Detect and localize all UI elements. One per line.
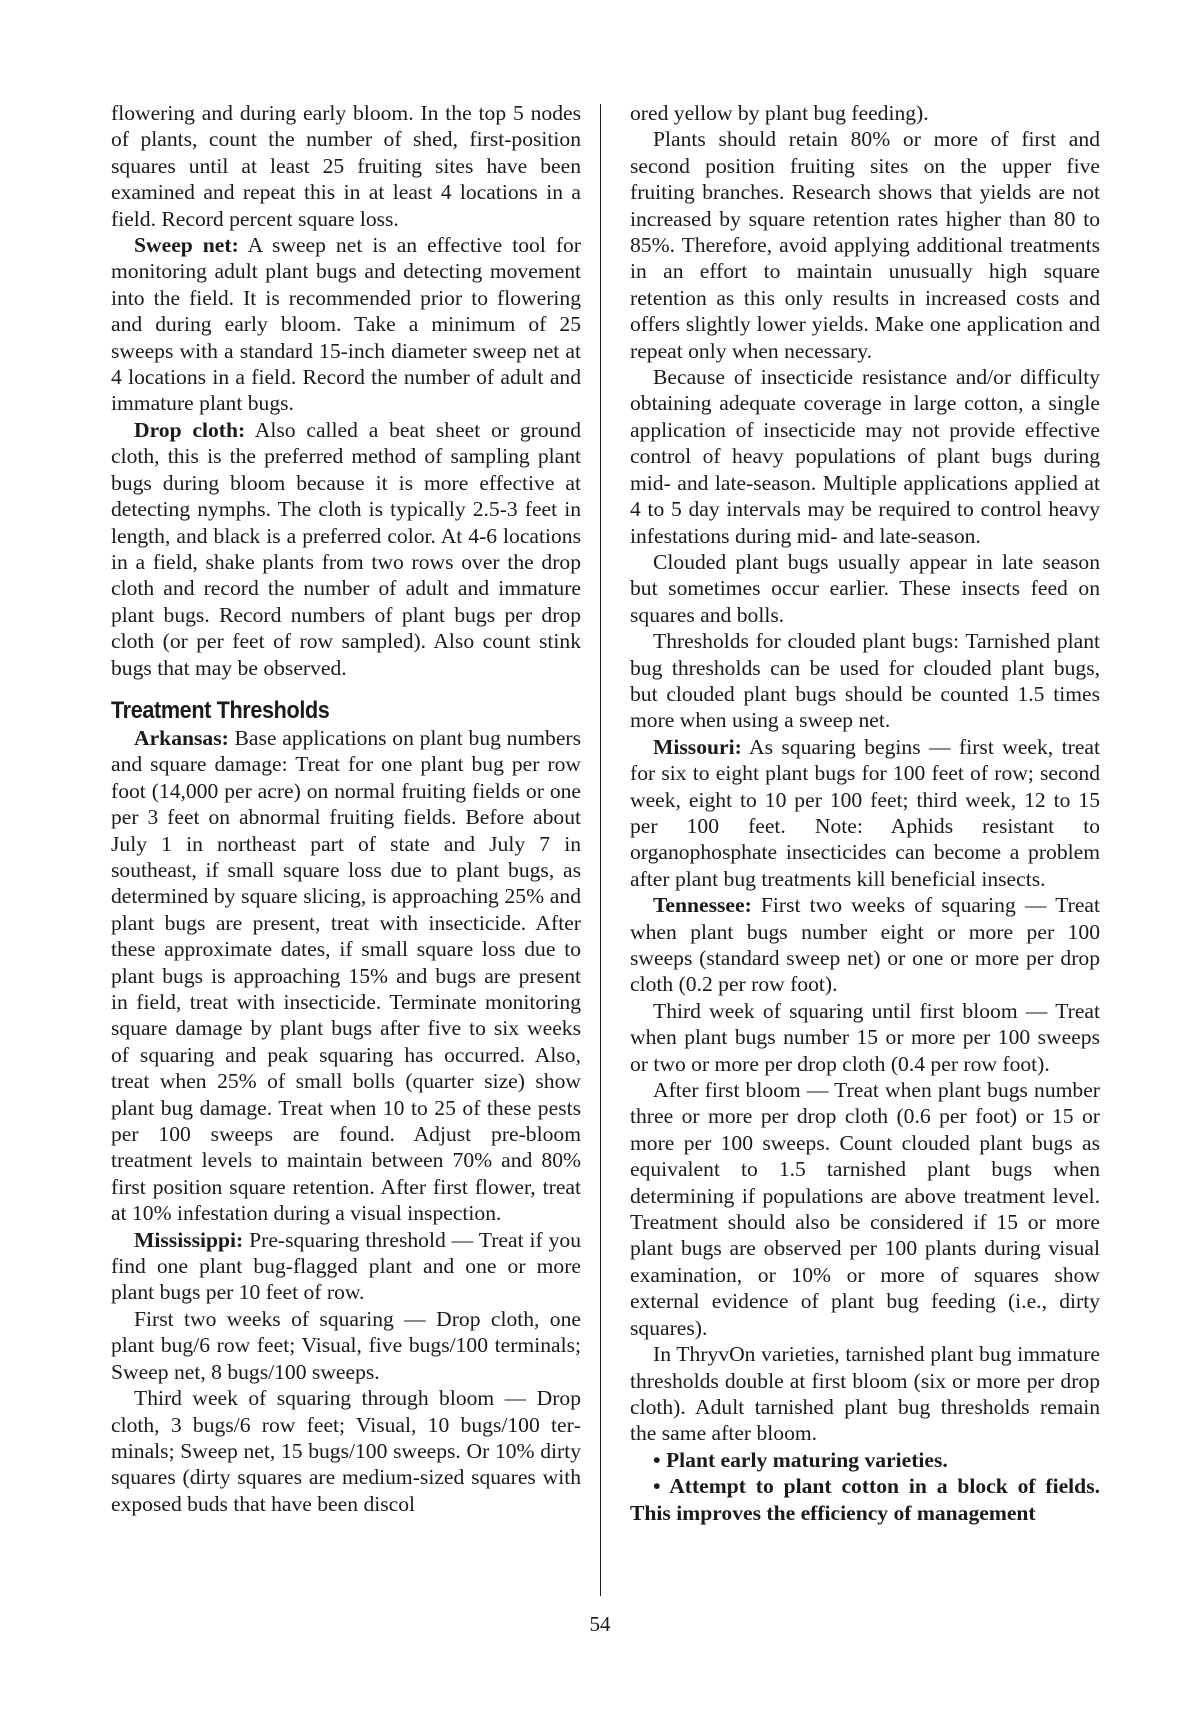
bullet-early-varieties: • Plant early maturing varieties. xyxy=(653,1447,948,1472)
term-missouri: Missouri: xyxy=(653,734,742,759)
column-divider xyxy=(600,104,601,1596)
term-sweep-net: Sweep net: xyxy=(134,233,239,258)
left-column xyxy=(111,100,581,1517)
arkansas-text: Base applications on plant bug numbers and square damage: Treat for one plant bug per row foot (14,000 per acre) on normal fruiting fields or one per 3 feet on abnormal fruiting fields. Before about July 1 in northeast part of state and July 7 in southeast, if small square loss due to plant bugs, as determined by square slicing, is approaching 25% and plant bugs are present, treat with insecticide. After these approximate dates, if small square loss due to plant bugs is approaching 15% and bugs are present in field, treat with insecticide. Terminate monitoring square damage by plant bugs after five to six weeks of squaring and peak squaring has occurred. Also, treat when 25% of small bolls (quarter size) show plant bug damage. Treat when 10 to 25 of these pests per 100 sweeps are found. Adjust pre-bloom treatment levels to maintain between 70% and 80% first position square retention. After first flower, treat at 10% infestation during a visual inspection. xyxy=(111,725,581,1226)
paragraph-missouri xyxy=(630,734,1100,892)
paragraph-resistance: Because of insecticide resistance and/or difficulty obtaining adequate coverage in large cotton, a single application of insecticide may not provide effective control of heavy populations of plant bugs during mid- and late-season. Multiple applications applied at 4 to 5 day intervals may be required to control heavy infestations during mid- and late-season. xyxy=(630,365,1100,548)
paragraph-sweep-net xyxy=(111,232,581,417)
missouri-text: As squaring begins — first week, treat for six to eight plant bugs for 100 feet of row; second week, eight to 10 per 100 feet; third week, 12 to 15 per 100 feet. Note: Aphids resistant to organophosphate insecticides can become a problem after plant bug treatments kill beneficial insects. xyxy=(630,734,1100,891)
paragraph-continued: ored yellow by plant bug feeding). xyxy=(630,101,929,125)
paragraph-clouded: Clouded plant bugs usually appear in late season but sometimes occur earlier. These insects feed on squares and bolls. xyxy=(630,549,1100,627)
paragraph-arkansas xyxy=(111,725,581,1227)
drop-cloth-text: Also called a beat sheet or ground cloth, this is the preferred method of sampling plant bugs during bloom because it is more effective at detecting nymphs. The cloth is typically 2.5-3 feet in length, and black is a preferred color. At 4-6 locations in a field, shake plants from two rows over the drop cloth and record the number of adult and immature plant bugs. Record numbers of plant bugs per drop cloth (or per feet of row sampled). Also count stink bugs that may be observed. xyxy=(111,417,581,680)
paragraph-mississippi xyxy=(111,1227,581,1306)
term-mississippi: Mississippi: xyxy=(134,1227,244,1252)
right-column xyxy=(630,100,1100,1526)
tennessee-text: First two weeks of squaring — Treat when plant bugs number eight or more per 100 sweeps (standard sweep net) or one or more per drop cloth (0.2 per row foot). xyxy=(630,893,1100,997)
sweep-net-text: A sweep net is an effective tool for monitoring adult plant bugs and detecting movement into the field. It is recommended prior to flowering and during early bloom. Take a minimum of 25 sweeps with a standard 15-inch diameter sweep net at 4 locations in a field. Record the number of adult and immature plant bugs. xyxy=(111,233,581,416)
mississippi-text: Pre-squaring threshold — Treat if you find one plant bug-flagged plant and one or more plant bugs per 10 feet of row. xyxy=(111,1227,581,1305)
paragraph-third-week-bloom: Third week of squaring until first bloom — Treat when plant bugs number 15 or more per 100 sweeps or two or more per drop cloth (0.4 per row foot). xyxy=(630,998,1100,1076)
bullet-block-of-fields: • Attempt to plant cotton in a block of fields. This improves the efficiency of management xyxy=(630,1474,1100,1525)
paragraph-retention: Plants should retain 80% or more of first and second position fruiting sites on the upper five fruiting branches. Research shows that yields are not increased by square retention rates higher than 80 to 85%. Therefore, avoid applying additional treatments in an effort to maintain unusually high square retention as this only results in increased costs and offers slightly lower yields. Make one application and repeat only when necessary. xyxy=(630,127,1100,363)
paragraph-intro: flowering and during early bloom. In the top 5 nodes of plants, count the number of shed, first-position squares until at least 25 fruiting sites have been examined and repeat this in at least 4 locations in a field. Record percent square loss. xyxy=(111,101,581,231)
paragraph-thryvon: In ThryvOn varieties, tarnished plant bug immature thresholds double at first bloom (six or more per drop cloth). Adult tarnished plant bug thresholds remain the same after bloom. xyxy=(630,1342,1100,1446)
section-heading: Treatment Thresholds xyxy=(111,696,330,724)
paragraph-drop-cloth xyxy=(111,417,581,681)
paragraph-tennessee xyxy=(630,892,1100,998)
term-drop-cloth: Drop cloth: xyxy=(134,417,246,442)
term-arkansas: Arkansas: xyxy=(134,725,229,750)
term-tennessee: Tennessee: xyxy=(653,893,752,918)
paragraph-after-bloom: After first bloom — Treat when plant bugs number three or more per drop cloth (0.6 per foot) or 15 or more per 100 sweeps. Count clouded plant bugs as equivalent to 1.5 tarnished plant bugs when determining if populations are above treatment level. Treatment should also be considered if 15 or more plant bugs are observed per 100 plants during visual examination, or 10% or more of squares show external evidence of plant bug feeding (i.e., dirty squares). xyxy=(630,1078,1100,1340)
paragraph-third-week: Third week of squaring through bloom — Drop cloth, 3 bugs/6 row feet; Visual, 10 bugs/100 terminals; Sweep net, 15 bugs/100 sweeps. Or 10% dirty squares (dirty squares are medium-sized squares with exposed buds that have been discol xyxy=(111,1386,581,1516)
paragraph-clouded-thresholds: Thresholds for clouded plant bugs: Tarnished plant bug thresholds can be used for clouded plant bugs, but clouded plant bugs should be counted 1.5 times more when using a sweep net. xyxy=(630,629,1100,733)
page-number: 54 xyxy=(589,1612,611,1636)
paragraph-first-two-weeks: First two weeks of squaring — Drop cloth, one plant bug/6 row feet; Visual, five bugs/100 terminals; Sweep net, 8 bugs/100 sweeps. xyxy=(111,1306,581,1384)
